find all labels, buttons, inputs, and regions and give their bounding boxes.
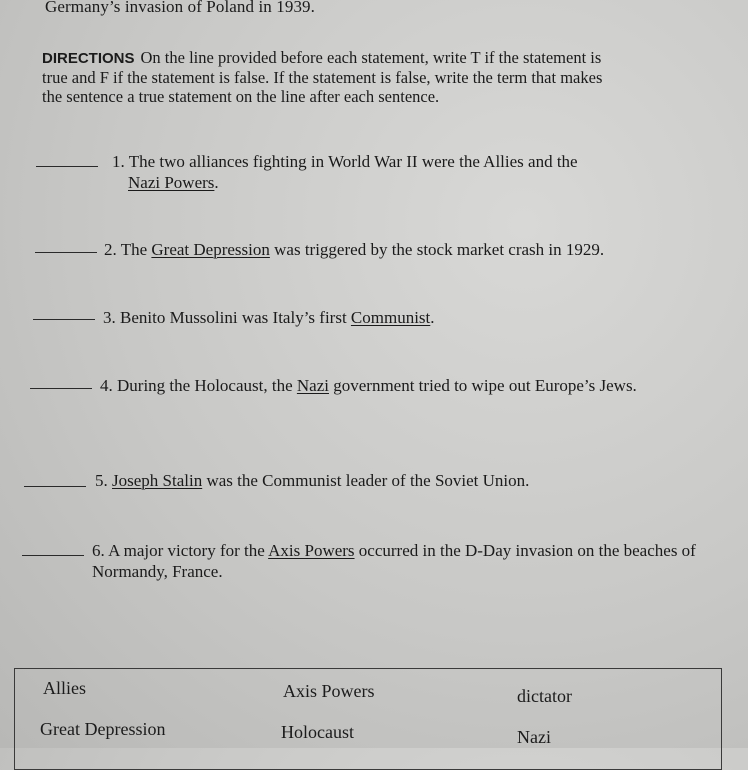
answer-blank-5[interactable] xyxy=(24,486,86,487)
question-number-4: 4. xyxy=(100,376,113,395)
question-number-1: 1. xyxy=(112,152,125,171)
word-bank-box xyxy=(14,668,722,770)
directions-heading: DIRECTIONS xyxy=(42,50,135,67)
question-5-term: Joseph Stalin xyxy=(112,471,203,490)
word-bank-item: Axis Powers xyxy=(283,681,375,701)
directions-paragraph xyxy=(42,48,612,106)
question-4-text-after: government tried to wipe out Europe’s Jews. xyxy=(333,376,637,395)
word-bank-item: Great Depression xyxy=(40,719,166,739)
word-bank-item: Nazi xyxy=(517,727,551,747)
question-4-text-before: During the Holocaust, the xyxy=(117,376,293,395)
question-6-text-after: occurred in the D-Day invasion on the beaches of Normandy, France. xyxy=(92,541,696,581)
directions-text: On the line provided before each statement, write T if the statement is true and F if the statement is false. If the statement is false, write the term that makes the sentence a true statement on the line after each sentence. xyxy=(42,48,603,106)
question-number-2: 2. xyxy=(104,240,117,259)
answer-blank-6[interactable] xyxy=(22,555,84,556)
question-3-text-after: . xyxy=(430,308,435,327)
question-number-5: 5. xyxy=(95,471,108,490)
answer-blank-3[interactable] xyxy=(33,319,95,320)
question-1-text-after: . xyxy=(214,173,219,192)
question-2-term: Great Depression xyxy=(151,240,270,259)
answer-blank-2[interactable] xyxy=(35,252,97,253)
answer-blank-4[interactable] xyxy=(30,388,92,389)
question-2-text-before: The xyxy=(120,240,148,259)
question-3-text-before: Benito Mussolini was Italy’s first xyxy=(120,308,347,327)
question-6-text-before: A major victory for the xyxy=(108,541,265,560)
question-3-term: Communist xyxy=(350,308,431,327)
answer-blank-1[interactable] xyxy=(36,166,98,167)
word-bank-item: Holocaust xyxy=(281,722,354,742)
previous-item-text: Germany’s invasion of Poland in 1939. xyxy=(45,0,316,16)
question-2-text-after: was triggered by the stock market crash in 1929. xyxy=(274,240,605,259)
question-1-text-before: The two alliances fighting in World War II were the Allies and the xyxy=(128,152,578,171)
question-number-6: 6. xyxy=(92,541,105,560)
word-bank-item: dictator xyxy=(517,686,572,706)
question-number-3: 3. xyxy=(103,308,116,327)
word-bank-item: Allies xyxy=(43,678,86,698)
question-4-term: Nazi xyxy=(296,376,329,395)
question-6-term: Axis Powers xyxy=(268,541,355,560)
question-1-term: Nazi Powers xyxy=(128,173,215,192)
question-5-text-after: was the Communist leader of the Soviet Union. xyxy=(206,471,530,490)
